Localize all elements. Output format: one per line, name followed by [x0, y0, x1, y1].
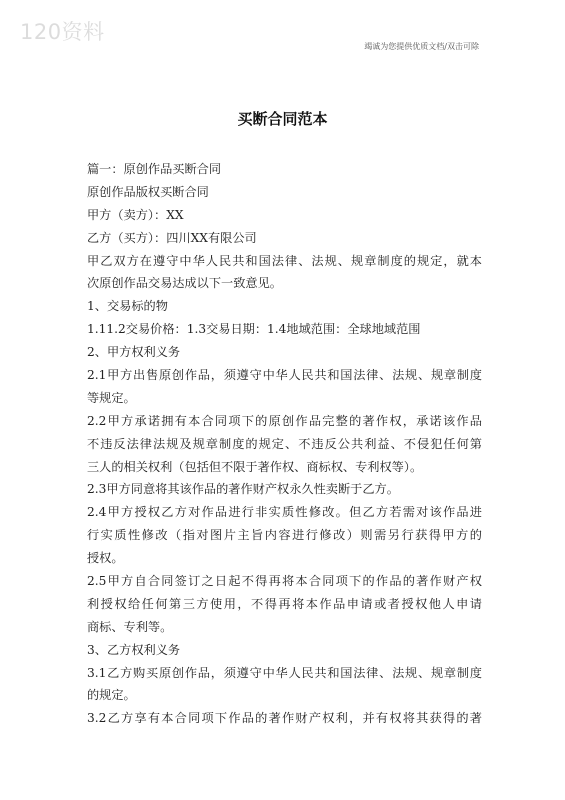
paragraph-line: 3、乙方权利义务 [87, 642, 181, 657]
paragraph-line: 甲乙双方在遵守中华人民共和国法律、法规、规章制度的规定，就本 [87, 253, 482, 268]
paragraph-line: 次原创作品交易达成以下一致意见。 [87, 276, 282, 291]
paragraph-line: 利授权给任何第三方使用，不得再将本作品申请或者授权他人申请 [87, 596, 482, 611]
paragraph-line: 2.5甲方自合同签订之日起不得再将本合同项下的作品的著作财产权 [87, 574, 482, 589]
document-title: 买断合同范本 [237, 110, 328, 128]
paragraph-line: 2.1甲方出售原创作品，须遵守中华人民共和国法律、法规、规章制度 [87, 368, 482, 383]
paragraph-line: 1.11.2交易价格：1.3交易日期：1.4地域范围：全球地域范围 [87, 322, 421, 337]
paragraph-line: 3.2乙方享有本合同项下作品的著作财产权利，并有权将其获得的著 [87, 711, 482, 726]
watermark-logo: 120资料 [20, 20, 105, 44]
paragraph-line: 3.1乙方购买原创作品，须遵守中华人民共和国法律、法规、规章制度 [87, 665, 482, 680]
document-body [87, 158, 482, 730]
paragraph-line: 的规定。 [87, 688, 136, 703]
paragraph-line: 甲方（卖方）：XX [87, 207, 184, 222]
paragraph-line: 行实质性修改（指对图片主旨内容进行修改）则需另行获得甲方的 [87, 528, 482, 543]
paragraph-line: 2.2甲方承诺拥有本合同项下的原创作品完整的著作权，承诺该作品 [87, 413, 482, 428]
paragraph-line: 商标、专利等。 [87, 619, 173, 634]
paragraph-line: 2.3甲方同意将其该作品的著作财产权永久性卖断于乙方。 [87, 482, 399, 497]
paragraph-line: 不违反法律法规及规章制度的规定、不违反公共利益、不侵犯任何第 [87, 436, 482, 451]
paragraph-line: 2、甲方权利义务 [87, 345, 181, 360]
paragraph-line: 三人的相关权利（包括但不限于著作权、商标权、专利权等）。 [87, 459, 423, 474]
header-note: 竭诚为您提供优质文档/双击可除 [364, 42, 479, 51]
paragraph-line: 授权。 [87, 551, 124, 566]
paragraph-line: 原创作品版权买断合同 [87, 184, 209, 199]
paragraph-line: 等规定。 [87, 390, 136, 405]
paragraph-line: 篇一：原创作品买断合同 [87, 162, 222, 176]
paragraph-line: 乙方（买方）：四川XX有限公司 [87, 230, 257, 245]
paragraph-line: 2.4甲方授权乙方对作品进行非实质性修改。但乙方若需对该作品进 [87, 505, 482, 520]
paragraph-line: 1、交易标的物 [87, 299, 168, 314]
